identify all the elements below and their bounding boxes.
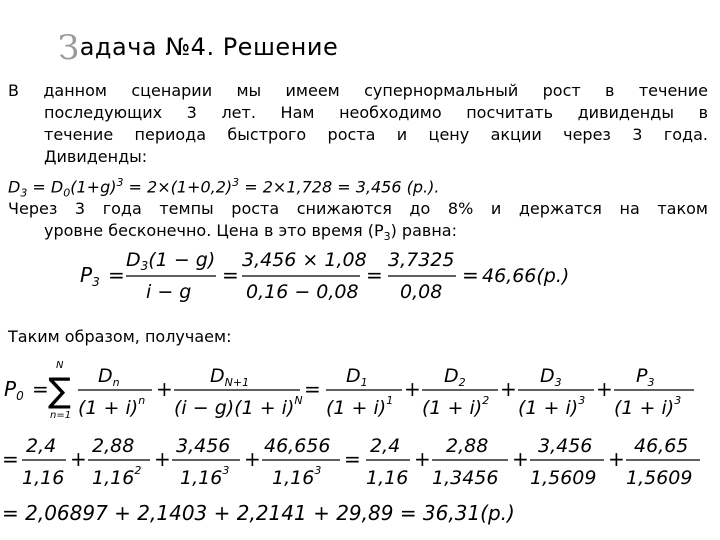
- growth-line-2-end: ) равна:: [390, 221, 457, 240]
- t1-numerator: $D_n$: [98, 365, 120, 389]
- t4-denominator: $(1 + i)^2$: [422, 394, 490, 419]
- substitution-power: 3: [232, 176, 240, 189]
- t5-numerator: $D_3$: [540, 365, 562, 389]
- title-initial: З: [58, 28, 80, 68]
- c-numerator: 3,456: [176, 435, 231, 457]
- plus: +: [512, 447, 529, 471]
- growth-factor: (1+g): [70, 177, 117, 197]
- b-numerator: 2,88: [92, 435, 135, 457]
- b-denominator: 1,16$^2$: [92, 464, 142, 489]
- intro-line-3: течение периода быстрого роста и цену акции через 3 года.: [44, 125, 708, 144]
- d-denominator: 1,16$^3$: [272, 464, 322, 489]
- plus: +: [154, 447, 171, 471]
- substitution: = 2×(1+0,2): [123, 177, 233, 197]
- t2-numerator: $D_{N+1}$: [210, 365, 250, 389]
- sum-upper: N: [56, 360, 64, 371]
- plus: +: [608, 447, 625, 471]
- equals-pv: =: [32, 377, 49, 401]
- price-numerator-3: 3,7325: [388, 249, 455, 271]
- pv-formula: [0, 356, 720, 426]
- plus: +: [596, 377, 613, 401]
- plus: +: [500, 377, 517, 401]
- price-denominator-1: i − g: [146, 281, 192, 303]
- price-numerator-2: 3,456 × 1,08: [242, 249, 367, 271]
- p0-label: $P_0$: [4, 377, 24, 403]
- sum-lower: n=1: [50, 410, 72, 421]
- a-numerator: 2,4: [26, 435, 57, 457]
- t3-denominator: $(1 + i)^1$: [326, 394, 394, 419]
- a-denominator: 1,16: [22, 467, 65, 489]
- equals-3: =: [366, 263, 383, 287]
- e-numerator: 2,4: [370, 435, 401, 457]
- t3-numerator: $D_1$: [346, 365, 368, 389]
- numeric-formula: [0, 430, 720, 494]
- dividend-result: = 2×1,728 = 3,456 (р.).: [239, 177, 440, 197]
- c-denominator: 1,16$^3$: [180, 464, 230, 489]
- f-denominator: 1,3456: [432, 467, 499, 489]
- g-numerator: 3,456: [538, 435, 593, 457]
- price-numerator-1: $D_3(1 - g)$: [126, 249, 216, 273]
- p3-sub: 3: [383, 230, 391, 244]
- plus: +: [244, 447, 261, 471]
- equals-num-2: =: [344, 447, 361, 471]
- d0-symbol: = D: [27, 177, 64, 197]
- t4-numerator: $D_2$: [444, 365, 466, 389]
- price-formula: [0, 246, 720, 310]
- d-numerator: 46,656: [264, 435, 331, 457]
- plus: +: [404, 377, 421, 401]
- growth-line-2: уровне бесконечно. Цена в это время (P: [44, 221, 384, 240]
- intro-paragraph: [8, 80, 708, 168]
- d3-sub: 3: [20, 186, 28, 200]
- equals-2: =: [222, 263, 239, 287]
- price-result: 46,66(р.): [482, 265, 570, 287]
- p3-label: $P_3$: [80, 263, 100, 289]
- slide-title: [58, 28, 338, 68]
- d0-sub: 0: [63, 186, 71, 200]
- t5-denominator: $(1 + i)^3$: [518, 394, 586, 419]
- equals-1: =: [108, 263, 125, 287]
- sum-sign: ∑: [48, 371, 71, 411]
- intro-line-4: Дивиденды:: [44, 147, 148, 166]
- f-numerator: 2,88: [446, 435, 489, 457]
- summary-label: Таким образом, получаем:: [8, 327, 232, 346]
- equals-4: =: [462, 263, 479, 287]
- growth-line-1: Через 3 года темпы роста снижаются до 8% и держатся на таком: [8, 199, 708, 218]
- e-denominator: 1,16: [366, 467, 409, 489]
- h-denominator: 1,5609: [626, 467, 693, 489]
- equals-num: =: [2, 447, 19, 471]
- d3-symbol: D: [8, 177, 21, 197]
- g-denominator: 1,5609: [530, 467, 597, 489]
- intro-line-2: последующих 3 лет. Нам необходимо посчитать дивиденды в: [44, 103, 708, 122]
- t6-numerator: $P_3$: [636, 365, 655, 389]
- plus: +: [70, 447, 87, 471]
- t6-denominator: $(1 + i)^3$: [614, 394, 682, 419]
- final-result: = 2,06897 + 2,1403 + 2,2141 + 29,89 = 36,31(р.): [2, 501, 515, 525]
- final-formula: [0, 494, 720, 534]
- title-text: адача №4. Решение: [79, 33, 339, 61]
- plus: +: [414, 447, 431, 471]
- t2-denominator: $(i - g)(1 + i)^N$: [174, 394, 303, 419]
- h-numerator: 46,65: [634, 435, 689, 457]
- t1-denominator: $(1 + i)^n$: [78, 394, 146, 419]
- plus: +: [156, 377, 173, 401]
- intro-line-1: В данном сценарии мы имеем супернормальный рост в течение: [8, 81, 708, 100]
- growth-power: 3: [116, 176, 124, 189]
- equals-pv-2: =: [304, 377, 321, 401]
- growth-paragraph: [8, 198, 708, 248]
- price-denominator-3: 0,08: [400, 281, 443, 303]
- price-denominator-2: 0,16 − 0,08: [246, 281, 359, 303]
